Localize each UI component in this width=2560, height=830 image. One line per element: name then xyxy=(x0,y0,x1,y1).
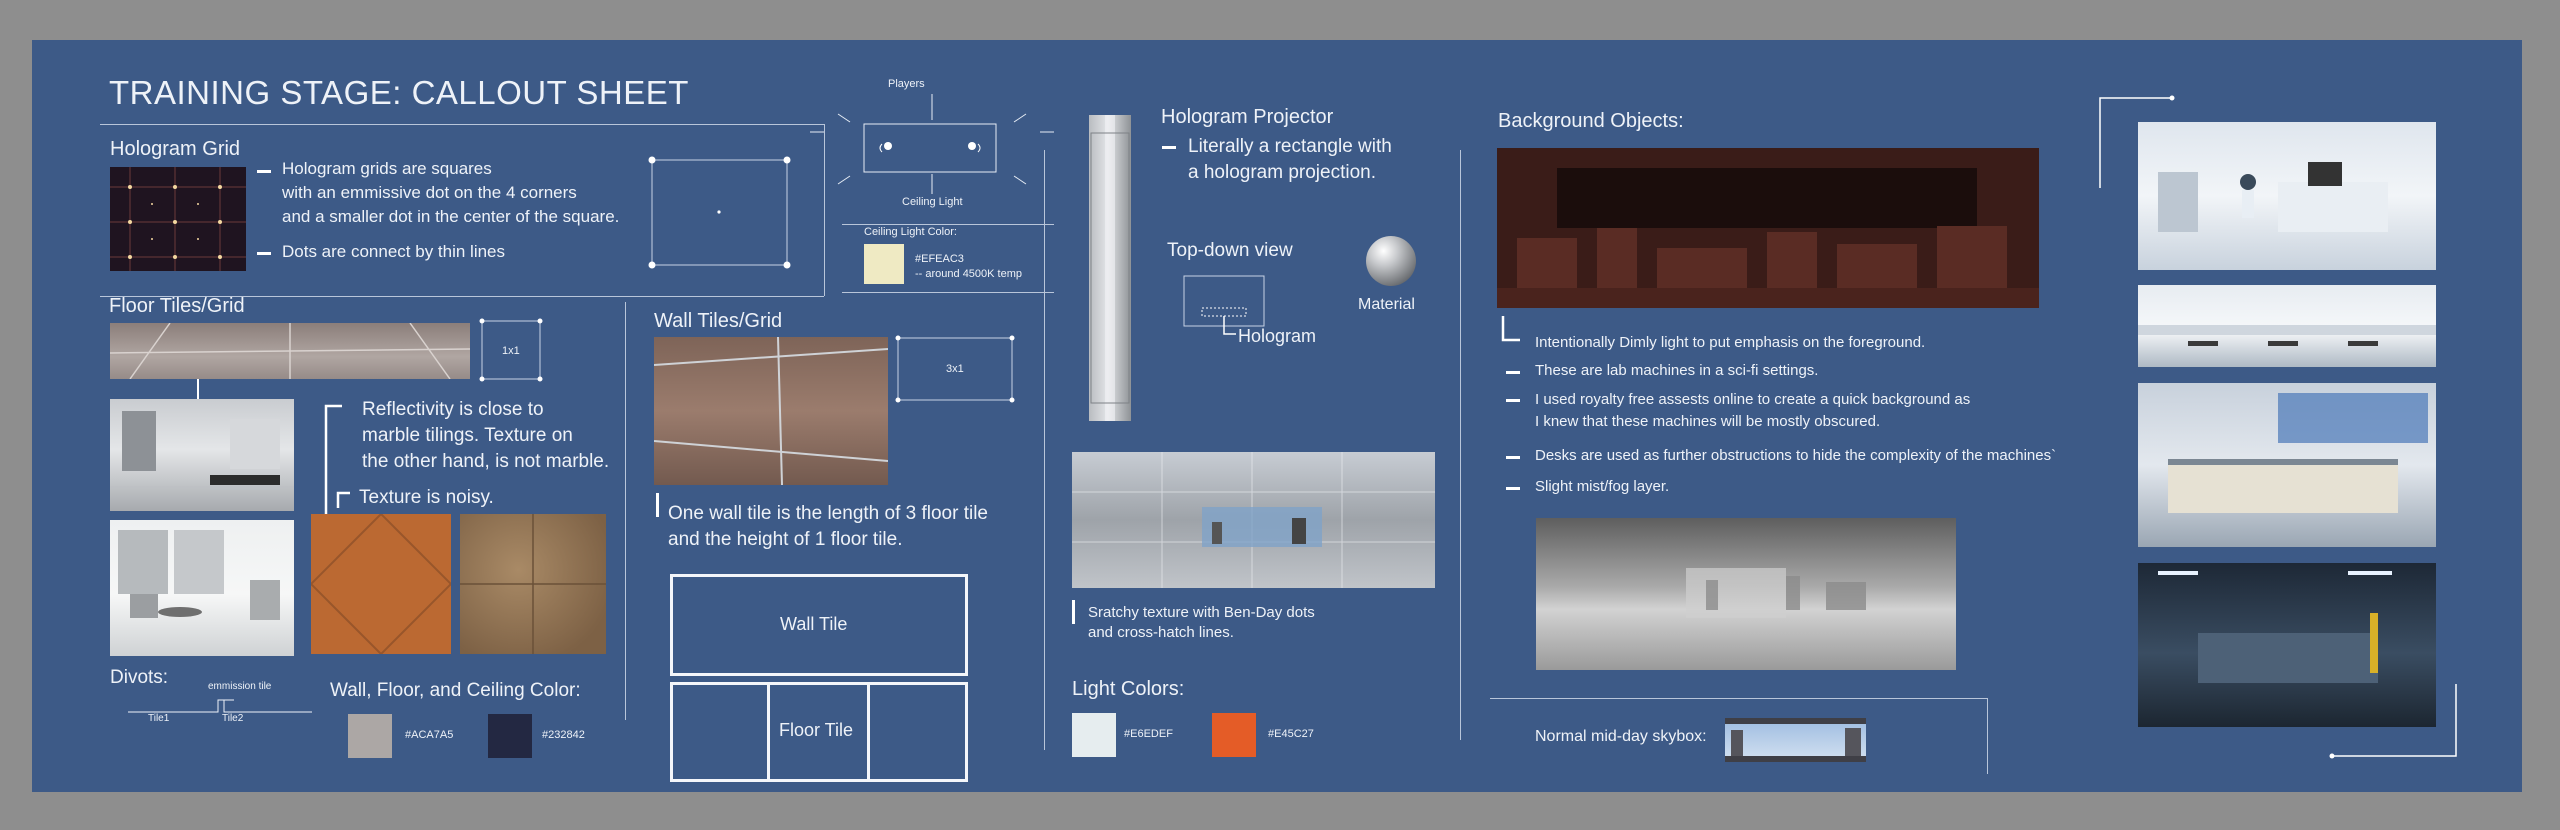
hologram-grid-note: Dots are connect by thin lines xyxy=(282,242,506,261)
surface-colors-heading: Wall, Floor, and Ceiling Color: xyxy=(330,680,581,701)
floor-tile-box-left xyxy=(670,682,770,782)
wall-desc: One wall tile is the length of 3 floor tile and the height of 1 floor tile. xyxy=(668,503,989,550)
scratch-text: Sratchy texture with Ben-Day dots and cross-hatch lines. xyxy=(1088,604,1315,641)
skybox-top-line xyxy=(1490,698,1988,699)
callout-sheet xyxy=(32,40,2522,792)
wall-projector-divider xyxy=(1044,150,1045,750)
ceiling-light-label: Ceiling Light xyxy=(902,196,963,208)
scratch-bar xyxy=(1072,600,1075,624)
divots-heading: Divots: xyxy=(110,667,169,688)
hologram-grid-diagram xyxy=(647,155,797,275)
bullet-icon xyxy=(257,252,271,255)
ceiling-light-color-title: Ceiling Light Color: xyxy=(864,226,957,238)
background-note-3: I used royalty free assests online to create a quick background as I knew that these machines will be mostly obscured. xyxy=(1535,391,1971,430)
notes-bracket xyxy=(1500,314,1524,344)
light-color-swatch-1 xyxy=(1072,713,1116,757)
wall-color-swatch xyxy=(348,714,392,758)
reference-lab-photo-2 xyxy=(2138,285,2436,367)
floor-ratio-label: 1x1 xyxy=(502,345,520,357)
topdown-label: Top-down view xyxy=(1167,240,1293,261)
floor-tile-box-right xyxy=(867,682,968,782)
bullet-icon xyxy=(257,170,271,173)
light-colors-heading: Light Colors: xyxy=(1072,678,1185,700)
floor-tile-label: Floor Tile xyxy=(779,720,854,740)
divots-tile1-label: Tile1 xyxy=(148,713,170,724)
projector-desc: Literally a rectangle with a hologram projection. xyxy=(1188,136,1392,183)
background-note-4: Desks are used as further obstructions to hide the complexity of the machines` xyxy=(1535,447,2057,464)
players-label: Players xyxy=(888,78,925,90)
material-label: Material xyxy=(1358,296,1415,313)
skybox-right-line xyxy=(1987,698,1988,774)
projector-background-divider xyxy=(1460,150,1461,740)
orange-tile-texture xyxy=(311,514,451,654)
reference-lab-photo-3 xyxy=(2138,383,2436,547)
brown-tile-texture xyxy=(460,514,606,654)
floor-color-hex: #232842 xyxy=(542,729,585,741)
wall-desc-bar xyxy=(656,493,659,517)
floor-reflect-text: Reflectivity is close to marble tilings. Texture on the other hand, is not marble. xyxy=(362,399,610,472)
floor-noisy-text: Texture is noisy. xyxy=(359,487,494,508)
bullet-icon xyxy=(1506,371,1520,374)
fog-layer-render xyxy=(1536,518,1956,670)
bullet-icon xyxy=(1162,146,1176,149)
divots-tile2-label: Tile2 xyxy=(222,713,244,724)
bullet-icon xyxy=(1506,487,1520,490)
wall-color-hex: #ACA7A5 xyxy=(405,729,454,741)
hologram-grid-heading: Hologram Grid xyxy=(110,138,241,160)
hologram-label: Hologram xyxy=(1238,326,1317,346)
floor-tiles-heading: Floor Tiles/Grid xyxy=(109,295,245,317)
bullet-icon xyxy=(1506,456,1520,459)
bullet-icon xyxy=(1506,399,1520,402)
skybox-label: Normal mid-day skybox: xyxy=(1535,728,1707,745)
wall-tiles-image xyxy=(654,337,888,485)
light-color-hex-1: #E6EDEF xyxy=(1124,728,1173,740)
title-underline xyxy=(100,124,824,125)
lights-bottom-line xyxy=(842,292,1054,293)
ceiling-light-color-note: -- around 4500K temp xyxy=(915,268,1023,280)
lights-divider xyxy=(842,224,1054,225)
noisy-bracket xyxy=(334,490,354,510)
scratch-texture-image xyxy=(1072,452,1435,588)
floor-color-swatch xyxy=(488,714,532,758)
floor-wall-divider xyxy=(625,302,626,720)
reference-lab-photo-1 xyxy=(2138,122,2436,270)
material-sphere xyxy=(1366,236,1416,286)
light-color-swatch-2 xyxy=(1212,713,1256,757)
reference-bracket-bottom xyxy=(2324,680,2464,760)
divots-diagram xyxy=(122,690,322,730)
wall-ratio-label: 3x1 xyxy=(946,363,964,375)
projector-image xyxy=(1089,115,1131,421)
floor-tiles-image xyxy=(110,323,470,379)
background-note-1: Intentionally Dimly light to put emphasis on the foreground. xyxy=(1535,334,1926,351)
hologram-grid-image xyxy=(110,167,246,271)
hologram-grid-desc: Hologram grids are squares with an emmissive dot on the 4 corners and a smaller dot in the center of the square. xyxy=(282,159,620,226)
marble-hall-image xyxy=(110,399,294,511)
projector-heading: Hologram Projector xyxy=(1161,106,1334,128)
skybox-image xyxy=(1725,718,1866,762)
background-heading: Background Objects: xyxy=(1498,110,1684,132)
background-lab-render xyxy=(1497,148,2039,308)
background-note-2: These are lab machines in a sci-fi settings. xyxy=(1535,362,1819,379)
wall-tile-label: Wall Tile xyxy=(780,614,848,634)
wall-tiles-heading: Wall Tiles/Grid xyxy=(654,310,783,332)
floor-connector xyxy=(197,379,199,399)
ceiling-light-diagram xyxy=(802,92,1062,212)
light-color-hex-2: #E45C27 xyxy=(1268,728,1314,740)
ceiling-light-color-hex: #EFEAC3 xyxy=(915,253,964,265)
marble-lounge-image xyxy=(110,520,294,656)
divots-emission-label: emmission tile xyxy=(208,681,272,692)
page-title: TRAINING STAGE: CALLOUT SHEET xyxy=(109,74,689,111)
ceiling-light-swatch xyxy=(864,244,904,284)
background-note-5: Slight mist/fog layer. xyxy=(1535,478,1670,495)
